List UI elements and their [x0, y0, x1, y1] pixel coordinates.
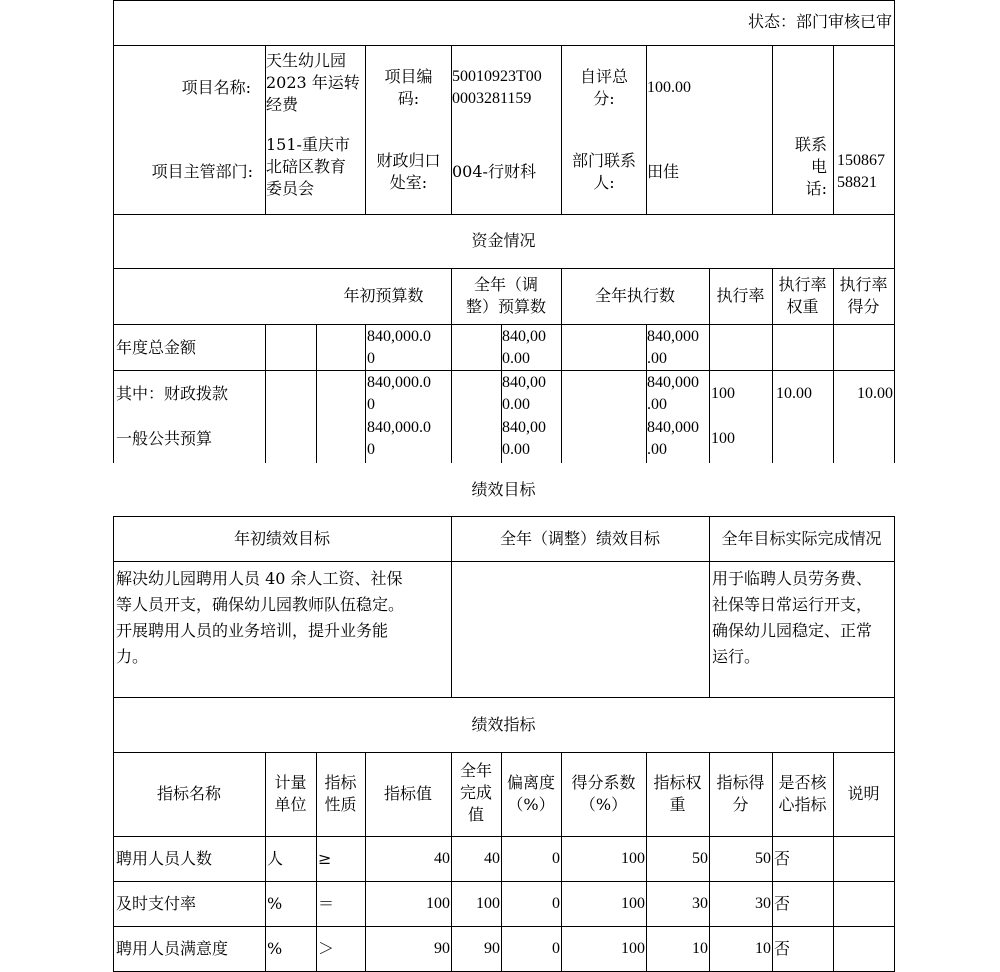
rule — [113, 516, 114, 972]
funds-header-score: 执行率 得分 — [839, 275, 888, 316]
rule — [113, 697, 894, 698]
ind-row-actual: 100 — [476, 895, 500, 912]
rule — [113, 370, 894, 371]
rule — [113, 836, 894, 837]
funds-header-weight: 执行率 权重 — [778, 275, 827, 316]
project-name-label: 项目名称: — [181, 78, 251, 97]
ind-header-weight: 指标权 重 — [653, 773, 702, 814]
ind-row-deviation: 0 — [552, 850, 560, 867]
funds-row-adjusted: 840,00 0.00 — [502, 328, 546, 367]
ind-row-weight: 50 — [692, 850, 708, 867]
project-code-label: 项目编 码: — [384, 67, 433, 108]
review-status: 状态：部门审核已审 — [747, 12, 892, 31]
rule — [113, 881, 894, 882]
rule — [113, 561, 894, 562]
department-label: 项目主管部门: — [151, 162, 253, 181]
funds-row-rate: 100 — [711, 385, 735, 402]
ind-row-name: 聘用人员人数 — [116, 849, 213, 868]
funds-header-budget: 年初预算数 — [343, 286, 424, 305]
ind-row-deviation: 0 — [552, 895, 560, 912]
ind-header-actual: 全年 完成 值 — [459, 761, 492, 824]
ind-header-name: 指标名称 — [156, 784, 221, 803]
funds-row-executed: 840,000 .00 — [647, 374, 699, 413]
funds-header-executed: 全年执行数 — [594, 286, 675, 305]
ind-header-coef: 得分系数 （%） — [571, 773, 636, 814]
rule — [365, 324, 366, 463]
self-score-label: 自评总 分: — [579, 67, 628, 108]
goals-initial-text: 解决幼儿园聘用人员 40 余人工资、社保 等人员开支，确保幼儿园教师队伍稳定。 开展聘用人员的业务培训，提升业务能 力。 — [116, 569, 405, 666]
ind-header-score: 指标得 分 — [716, 773, 765, 814]
rule — [833, 45, 834, 214]
ind-row-score: 50 — [755, 850, 771, 867]
rule — [646, 45, 647, 214]
phone-label: 联系 电 话: — [794, 135, 827, 198]
ind-row-coef: 100 — [621, 940, 645, 957]
funds-title: 资金情况 — [471, 231, 536, 250]
goals-actual-text: 用于临聘人员劳务费、 社保等日常运行开支， 确保幼儿园稳定、正常 运行。 — [712, 569, 873, 666]
rule — [113, 926, 894, 927]
project-code-value: 50010923T00 0003281159 — [452, 68, 542, 107]
ind-row-coef: 100 — [621, 895, 645, 912]
rule — [113, 0, 894, 1]
goals-title: 绩效目标 — [471, 480, 536, 499]
ind-row-weight: 10 — [692, 940, 708, 957]
indicators-title: 绩效指标 — [471, 715, 536, 734]
ind-header-deviation: 偏离度 （%） — [506, 773, 555, 814]
ind-row-deviation: 0 — [552, 940, 560, 957]
funds-row-budget: 840,000.0 0 — [367, 328, 431, 367]
ind-row-value: 100 — [426, 895, 450, 912]
funds-header-rate: 执行率 — [716, 286, 765, 305]
funds-row-label: 一般公共预算 — [116, 429, 213, 448]
ind-row-actual: 40 — [484, 850, 500, 867]
rule — [451, 324, 452, 463]
funds-row-executed: 840,000 .00 — [647, 419, 699, 458]
ind-row-nature: ＞ — [318, 939, 335, 958]
finance-office-label: 财政归口 处室: — [376, 151, 441, 192]
goals-header-adjusted: 全年（调整）绩效目标 — [499, 529, 660, 548]
funds-row-adjusted: 840,00 0.00 — [502, 419, 546, 458]
rule — [113, 268, 894, 269]
funds-row-rate: 100 — [711, 430, 735, 447]
ind-header-core: 是否核 心指标 — [778, 773, 827, 814]
ind-row-unit: 人 — [267, 849, 284, 868]
funds-row-label: 年度总金额 — [116, 338, 197, 357]
rule — [113, 752, 894, 753]
ind-row-unit: % — [267, 939, 283, 958]
rule — [113, 45, 894, 46]
rule — [113, 324, 894, 325]
ind-row-score: 30 — [755, 895, 771, 912]
ind-row-actual: 90 — [484, 940, 500, 957]
ind-row-value: 40 — [434, 850, 450, 867]
goals-header-actual: 全年目标实际完成情况 — [721, 529, 882, 548]
funds-row-budget: 840,000.0 0 — [367, 419, 431, 458]
funds-row-budget: 840,000.0 0 — [367, 374, 431, 413]
ind-row-unit: % — [267, 894, 283, 913]
rule — [113, 516, 894, 517]
ind-row-coef: 100 — [621, 850, 645, 867]
funds-row-adjusted: 840,00 0.00 — [502, 374, 546, 413]
ind-row-core: 否 — [774, 894, 791, 913]
finance-office-value: 004-行财科 — [452, 162, 536, 181]
rule — [316, 324, 317, 463]
rule — [894, 516, 895, 972]
ind-header-note: 说明 — [847, 784, 880, 803]
report-form — [113, 0, 894, 972]
rule — [265, 324, 266, 463]
rule — [113, 214, 894, 215]
ind-row-name: 及时支付率 — [116, 894, 197, 913]
project-name-value: 天生幼儿园 2023 年运转 经费 — [266, 51, 360, 114]
funds-row-score: 10.00 — [857, 385, 893, 402]
funds-header-adjusted: 全年（调 整）预算数 — [465, 275, 546, 316]
goals-header-initial: 年初绩效目标 — [233, 529, 330, 548]
funds-row-label: 其中：财政拨款 — [116, 384, 229, 403]
ind-row-score: 10 — [755, 940, 771, 957]
ind-header-value: 指标值 — [383, 784, 432, 803]
phone-value: 150867 58821 — [837, 152, 885, 191]
self-score-value: 100.00 — [647, 79, 691, 96]
ind-row-nature: ＝ — [318, 894, 335, 913]
ind-row-name: 聘用人员满意度 — [116, 939, 229, 958]
ind-header-unit: 计量 单位 — [274, 773, 307, 814]
contact-value: 田佳 — [647, 162, 680, 181]
funds-row-weight: 10.00 — [776, 385, 812, 402]
department-value: 151-重庆市 北碚区教育 委员会 — [266, 135, 350, 198]
funds-row-executed: 840,000 .00 — [647, 328, 699, 367]
ind-row-core: 否 — [774, 849, 791, 868]
ind-row-weight: 30 — [692, 895, 708, 912]
ind-row-nature: ≥ — [318, 849, 332, 868]
ind-header-nature: 指标 性质 — [324, 773, 357, 814]
ind-row-value: 90 — [434, 940, 450, 957]
rule — [894, 0, 895, 463]
ind-row-core: 否 — [774, 939, 791, 958]
contact-label: 部门联系 人: — [571, 151, 636, 192]
